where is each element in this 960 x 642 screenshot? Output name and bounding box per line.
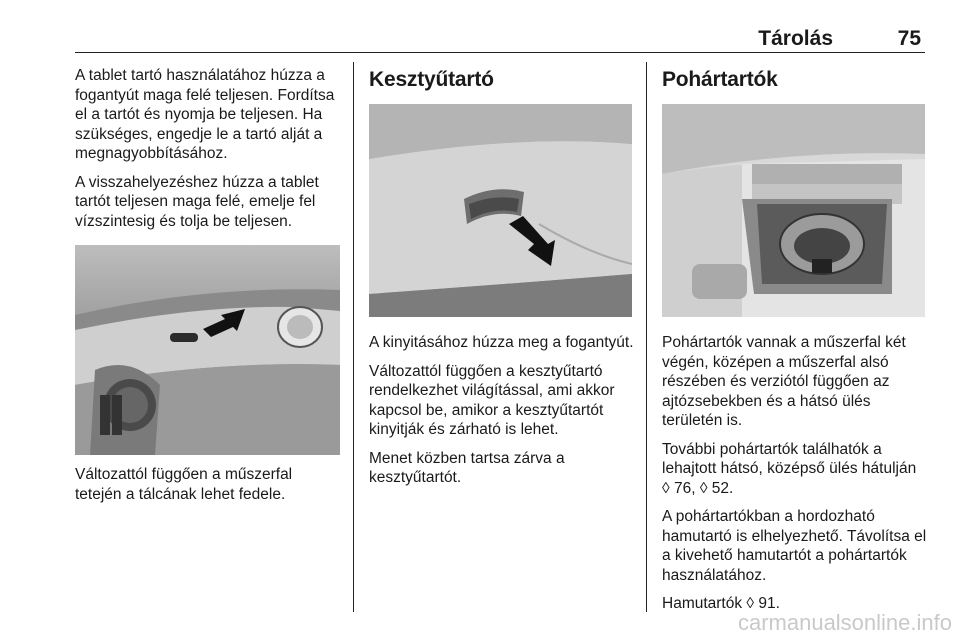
paragraph: A visszahelyezéshez húzza a tablet tartót teljesen maga felé, emelje fel vízszintesig és tolja be teljesen. bbox=[75, 173, 319, 230]
watermark: carmanualsonline.info bbox=[737, 610, 952, 635]
section-title: Tárolás bbox=[758, 27, 833, 50]
figure-caption: Változattól függően a műszerfal tetején a tálcának lehet fedele. bbox=[75, 466, 293, 503]
column-cupholders bbox=[662, 66, 927, 623]
column-divider-2 bbox=[646, 62, 647, 612]
page-number: 75 bbox=[897, 27, 921, 50]
cupholder-illustration bbox=[662, 104, 925, 317]
column-tablet-holder bbox=[75, 66, 340, 513]
paragraph: A kinyitásához húzza meg a fogantyút. bbox=[369, 334, 634, 351]
column-divider-1 bbox=[353, 62, 354, 612]
paragraph: Pohártartók vannak a műszerfal két végén, középen a műszerfal alsó részében és verziótól függően az ajtózsebekben és a hátsó ülés területén is. bbox=[662, 334, 906, 429]
dashboard-tray-illustration bbox=[75, 245, 340, 455]
paragraph: Menet közben tartsa zárva a kesztyűtartót. bbox=[369, 449, 565, 486]
glovebox-illustration bbox=[369, 104, 632, 317]
paragraph: A pohártartókban a hordozható hamutartó is elhelyezhető. Távolítsa el a kivehető hamutartót a pohártartók használatához. bbox=[662, 508, 927, 584]
page-header bbox=[75, 0, 925, 53]
paragraph: További pohártartók találhatók a lehajtott hátsó, középső ülés hátulján ◊ 76, ◊ 52. bbox=[662, 440, 917, 497]
column-glovebox bbox=[369, 66, 634, 497]
paragraph: A tablet tartó használatához húzza a fogantyút maga felé teljesen. Fordítsa el a tartót és nyomja be teljesen. Ha szükséges, engedje le a tartó alját a megnagyobbításához. bbox=[75, 67, 335, 162]
paragraph: Változattól függően a kesztyűtartó rendelkezhet világítással, ami akkor kapcsol be, amikor a kesztyűtartót kinyitják és zárható is lehet. bbox=[369, 362, 615, 438]
paragraph: Hamutartók ◊ 91. bbox=[662, 595, 780, 612]
section-heading: Kesztyűtartó bbox=[369, 68, 494, 91]
section-heading: Pohártartók bbox=[662, 68, 778, 91]
